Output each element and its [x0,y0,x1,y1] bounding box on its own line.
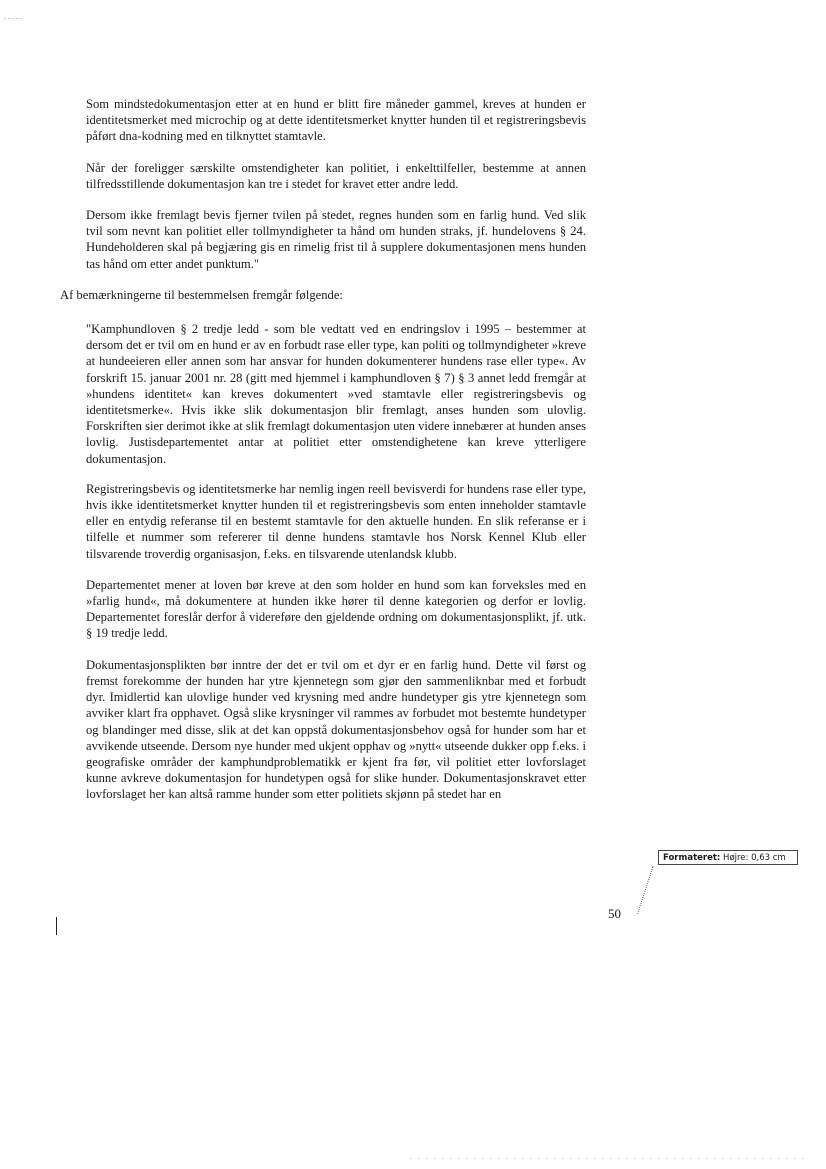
paragraph-3: Dersom ikke fremlagt bevis fjerner tvilen på stedet, regnes hunden som en farlig hund. Ved slik tvil som nevnt kan politiet eller tollmyndigheter ta hånd om hunden straks, jf. hundelovens § 24. Hundeholderen skal på begjæring gis en rimelig frist til å supplere dokumentasjonen mens hunden tas hånd om etter andet punktum." [86,208,586,271]
footer-dotted-line: . . . . . . . . . . . . . . . . . . . . . . . . . . . . . . . . . . . . . . . . . . . . . . . . . . [410,1152,806,1161]
page-number: 50 [608,906,621,921]
corner-marks: ..... [4,12,24,21]
paragraph-2: Når der foreligger særskilte omstendigheter kan politiet, i enkelttilfeller, bestemme at annen tilfredsstillende dokumentasjon kan tre i stedet for kravet etter andre ledd. [86,160,586,191]
paragraph-1: Som mindstedokumentasjon etter at en hund er blitt fire måneder gammel, kreves at hunden er identitetsmerket med microchip og at dette identitetsmerket knytter hunden til et registreringsbevis påført dna-kodning med en tilknyttet stamtavle. [86,97,586,144]
paragraph-intro: Af bemærkningerne til bestemmelsen fremgår følgende: [60,287,343,302]
format-balloon-label: Formateret: [663,853,721,863]
balloon-leader-line [637,866,684,914]
paragraph-6: Registreringsbevis og identitetsmerke har nemlig ingen reell bevisverdi for hundens rase eller type, hvis ikke identitetsmerket knytter hunden til et registreringsbevis som enten inneholder stamtavle eller en entydig referanse til en bestemt stamtavle for den aktuelle hunden. En slik referanse er i tilfelle et nummer som refererer til denne hundens stamtavle hos Norsk Kennel Klub eller tilsvarende troverdig organisasjon, f.eks. en tilsvarende utenlandsk klubb. [86,481,586,561]
revision-change-bar [56,917,57,935]
document-body [60,96,586,818]
format-comment-balloon[interactable] [658,850,798,865]
format-balloon-text: Højre: 0,63 cm [723,853,786,863]
paragraph-7: Departementet mener at loven bør kreve at den som holder en hund som kan forveksles med en »farlig hund«, må dokumentere at hunden ikke hører til denne kategorien og derfor er lovlig. Departementet foreslår derfor å videreføre den gjeldende ordning om dokumentasjonsplikt, jf. utk. § 19 tredje ledd. [86,577,586,641]
paragraph-8: Dokumentasjonsplikten bør inntre der det er tvil om et dyr er en farlig hund. Dette vil først og fremst forekomme der hunden har ytre kjennetegn som gjør den sammenliknbar med et forbudt dyr. Imidlertid kan ulovlige hunder ved krysning med andre hundetyper gis ytre kjennetegn som avviker klart fra opphavet. Også slike krysninger vil rammes av forbudet mot bestemte hundetyper og blandinger med disse, slik at det kan oppstå dokumentasjonsbehov også for hunder som har et avvikende utseende. Dersom nye hunder med ukjent opphav og »nytt« utseende dukker opp f.eks. i geografiske områder der kamphundproblematikk er kjent fra før, vil politiet etter lovforslaget kunne avkreve dokumentasjon for hundetypen også for slike hunder. Dokumentasjonskravet etter lovforslaget her kan altså ramme hunder som etter politiets skjønn på stedet har en [86,657,586,802]
paragraph-5: "Kamphundloven § 2 tredje ledd - som ble vedtatt ved en endringslov i 1995 – bestemmer at dersom det er tvil om en hund er av en forbudt rase eller type, kan politi og tollmyndigheter »kreve at hundeeieren eller annen som har ansvar for hunden dokumenterer hundens rase eller type«. Av forskrift 15. januar 2001 nr. 28 (gitt med hjemmel i kamphundloven § 7) § 3 annet ledd fremgår at »hundens identitet« kan kreves dokumentert »ved stamtavle eller registreringsbevis og identitetsmerke«. Hvis ikke slik dokumentasjon blir fremlagt, anses hunden som ulovlig. Forskriften sier derimot ikke at slik fremlagt dokumentasjon uten videre innebærer at hunden anses lovlig. Justisdepartementet antar at politiet etter omstendighetene kan kreve ytterligere dokumentasjon. [86,322,586,466]
